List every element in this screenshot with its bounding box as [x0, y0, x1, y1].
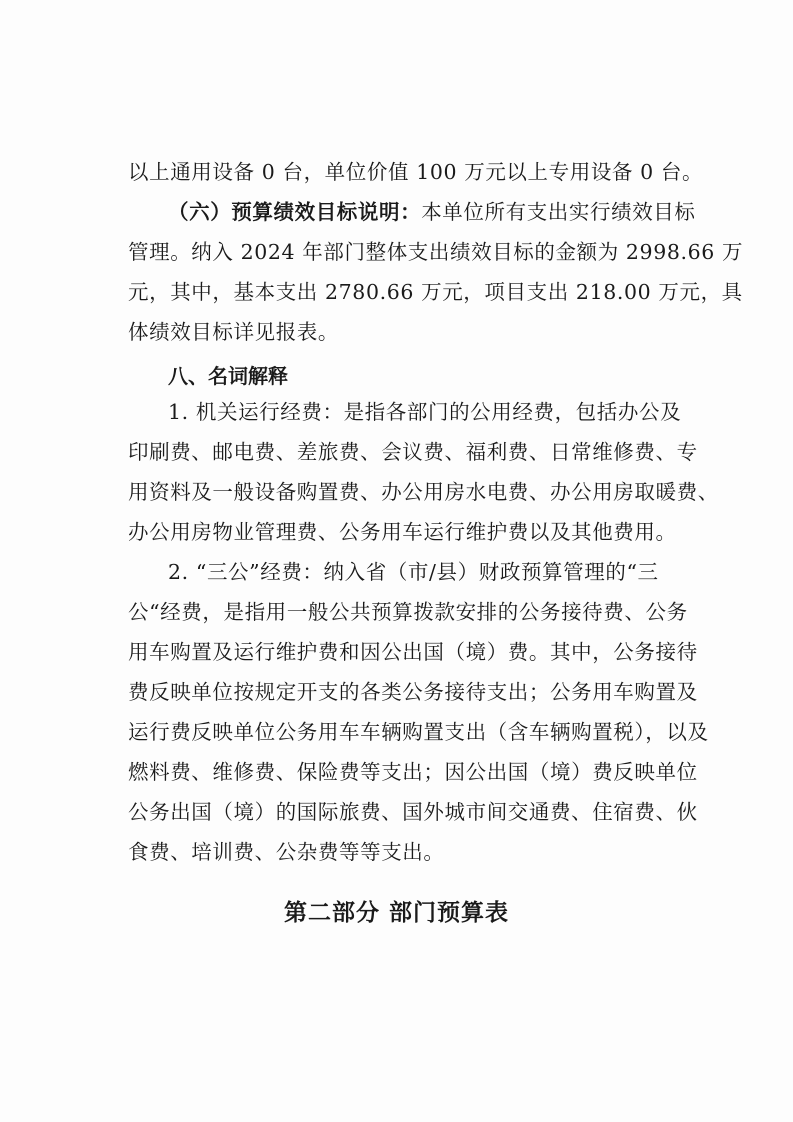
section6-heading: （六）预算绩效目标说明： [168, 200, 422, 224]
item1-line: 办公用房物业管理费、公务用车运行维护费以及其他费用。 [128, 520, 677, 544]
item2-line: 公“经费，是指用一般公共预算拨款安排的公务接待费、公务 [128, 600, 688, 624]
paragraph-line: 体绩效目标详见报表。 [128, 320, 339, 344]
item2-line: 用车购置及运行维护费和因公出国（境）费。其中，公务接待 [128, 640, 698, 664]
section6-text: 本单位所有支出实行绩效目标 [421, 200, 696, 224]
item1-line: 用资料及一般设备购置费、办公用房水电费、办公用房取暖费、 [128, 480, 719, 504]
item2-line: 公务出国（境）的国际旅费、国外城市间交通费、住宿费、伙 [128, 800, 698, 824]
paragraph-line: 以上通用设备 0 台，单位价值 100 万元以上专用设备 0 台。 [128, 160, 704, 184]
item2-line: 食费、培训费、公杂费等等支出。 [128, 840, 445, 864]
item1-line: 印刷费、邮电费、差旅费、会议费、福利费、日常维修费、专 [128, 440, 698, 464]
section8-heading: 八、名词解释 [168, 364, 288, 388]
item2-line: 费反映单位按规定开支的各类公务接待支出；公务用车购置及 [128, 680, 698, 704]
paragraph-line: 元，其中，基本支出 2780.66 万元，项目支出 218.00 万元，具 [128, 280, 743, 304]
item2-line: 2. “三公”经费：纳入省（市/县）财政预算管理的“三 [168, 560, 659, 584]
section6-first-line [168, 197, 696, 227]
item2-line: 燃料费、维修费、保险费等支出；因公出国（境）费反映单位 [128, 760, 698, 784]
item1-line: 1. 机关运行经费：是指各部门的公用经费，包括办公及 [168, 400, 682, 424]
item2-line: 运行费反映单位公务用车车辆购置支出（含车辆购置税），以及 [128, 720, 709, 744]
paragraph-line: 管理。纳入 2024 年部门整体支出绩效目标的金额为 2998.66 万 [128, 240, 744, 264]
part-title: 第二部分 部门预算表 [283, 900, 509, 926]
